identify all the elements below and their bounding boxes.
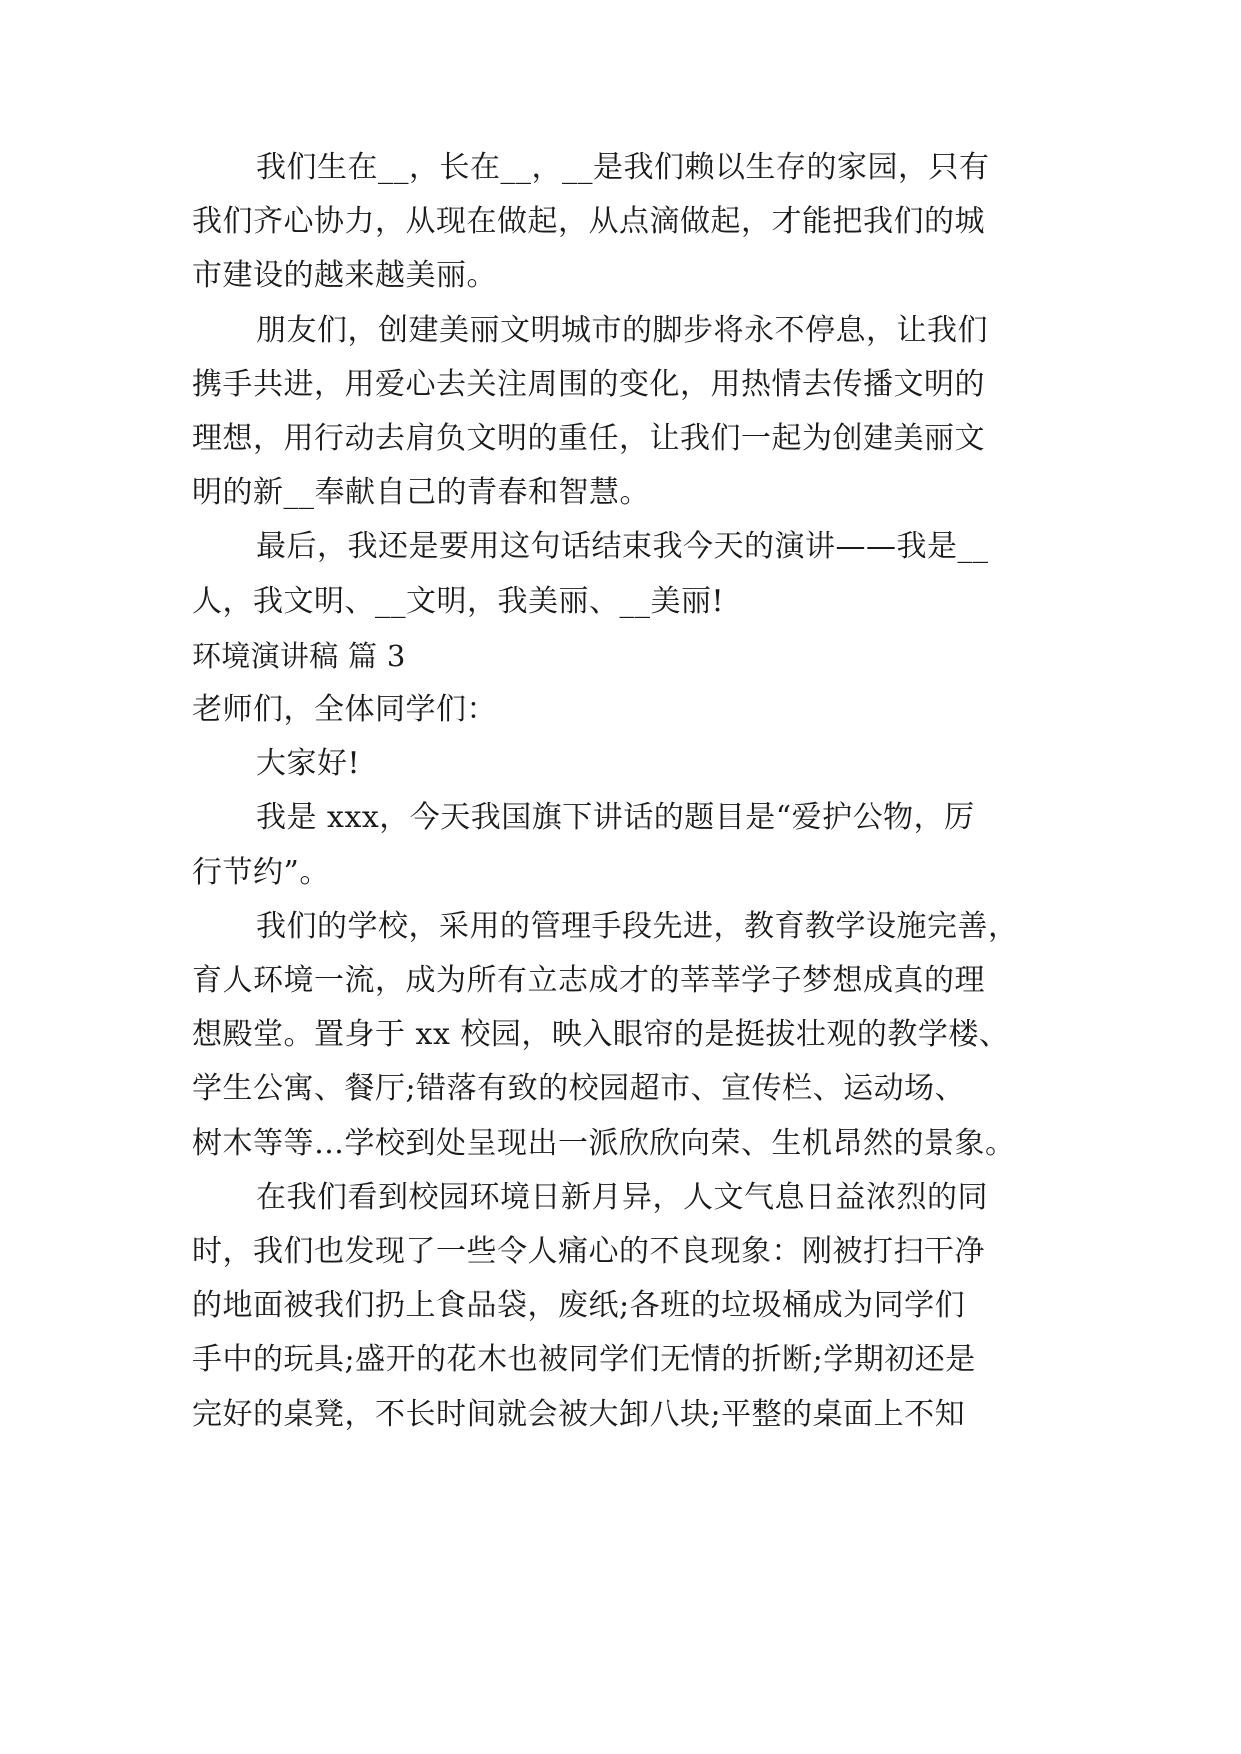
text-line: 的地面被我们扔上食品袋，废纸;各班的垃圾桶成为同学们 bbox=[192, 1288, 966, 1324]
text-line: 学生公寓、餐厅;错落有致的校园超市、宣传栏、运动场、 bbox=[192, 1071, 966, 1107]
text-line: 完好的桌凳，不长时间就会被大卸八块;平整的桌面上不知 bbox=[192, 1396, 966, 1432]
text-line: 市建设的越来越美丽。 bbox=[192, 258, 497, 294]
text-line: 手中的玩具;盛开的花木也被同学们无情的折断;学期初还是 bbox=[192, 1342, 976, 1378]
text-line: 想殿堂。置身于 xx 校园，映入眼帘的是挺拔壮观的教学楼、 bbox=[192, 1017, 1010, 1053]
text-line: 老师们，全体同学们： bbox=[192, 692, 497, 727]
text-line: 在我们看到校园环境日新月异，人文气息日益浓烈的同 bbox=[256, 1179, 988, 1215]
text-line: 理想，用行动去肩负文明的重任，让我们一起为创建美丽文 bbox=[192, 421, 985, 456]
text-line: 我们生在__，长在__，__是我们赖以生存的家园，只有 bbox=[256, 150, 990, 185]
text-line: 我是 xxx，今天我国旗下讲话的题目是“爱护公物，厉 bbox=[256, 800, 975, 836]
text-line: 最后，我还是要用这句话结束我今天的演讲——我是__ bbox=[256, 529, 989, 565]
section-heading: 环境演讲稿 篇 3 bbox=[192, 638, 406, 673]
text-line: 时，我们也发现了一些令人痛心的不良现象：刚被打扫干净 bbox=[192, 1234, 985, 1269]
text-line: 我们齐心协力，从现在做起，从点滴做起，才能把我们的城 bbox=[192, 204, 985, 240]
text-line: 育人环境一流，成为所有立志成才的莘莘学子梦想成真的理 bbox=[192, 963, 985, 998]
text-line: 明的新__奉献自己的青春和智慧。 bbox=[192, 475, 650, 511]
text-line: 朋友们，创建美丽文明城市的脚步将永不停息，让我们 bbox=[256, 312, 988, 348]
text-line: 行节约”。 bbox=[192, 854, 330, 890]
text-line: 携手共进，用爱心去关注周围的变化，用热情去传播文明的 bbox=[192, 366, 985, 402]
text-line: 人，我文明、__文明，我美丽、__美丽! bbox=[192, 583, 725, 619]
text-line: 大家好! bbox=[256, 746, 361, 782]
text-line: 我们的学校，采用的管理手段先进，教育教学设施完善， bbox=[256, 908, 1019, 944]
text-line: 树木等等…学校到处呈现出一派欣欣向荣、生机昂然的景象。 bbox=[192, 1125, 1016, 1161]
